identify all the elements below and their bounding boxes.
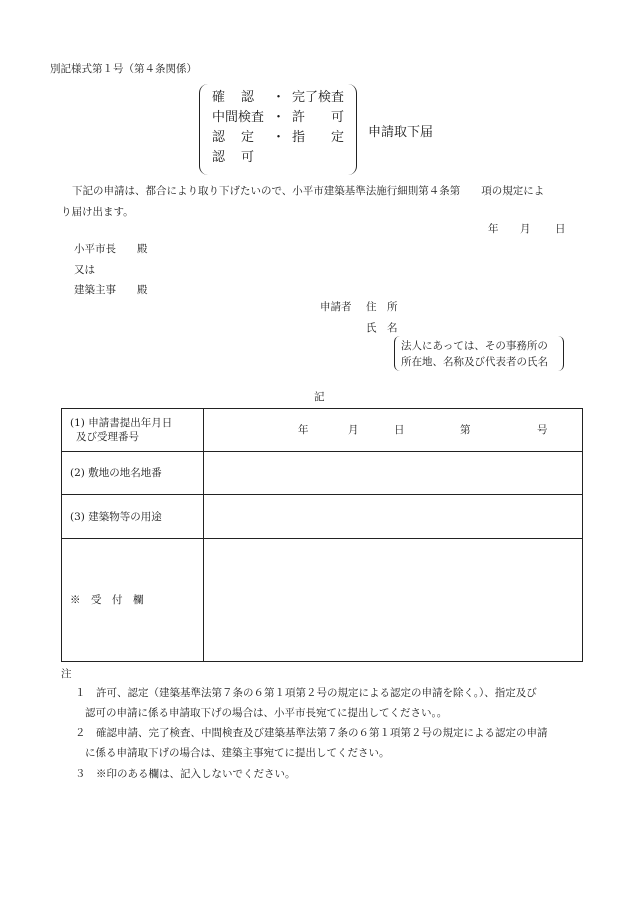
option-char: 検 xyxy=(238,110,252,125)
row3-label: (3) 建築物等の用途 xyxy=(62,495,204,539)
row4-value-cell xyxy=(204,539,583,662)
option-ninka xyxy=(212,149,254,167)
option-char: 査 xyxy=(251,110,265,125)
note-2-line-2: に係る申請取下げの場合は、建築主事宛てに提出してください。 xyxy=(85,747,390,759)
option-char: 認 xyxy=(212,150,226,165)
corp-note-line-2: 所在地、名称及び代表者の氏名 xyxy=(401,356,548,368)
form-number: 別記様式第１号（第４条関係） xyxy=(50,63,197,75)
intro-line-2: り届け出ます。 xyxy=(61,206,134,218)
option-char: 査 xyxy=(331,90,345,105)
row1-label xyxy=(62,409,204,452)
option-char: 認 xyxy=(212,130,226,145)
row1-label-line-1: (1) 申請書提出年月日 xyxy=(70,417,173,429)
date-month-label: 月 xyxy=(520,223,531,235)
note-1-line-1: 許可、認定（建築基準法第７条の６第１項第２号の規定による認定の申請を除く。）、指定及び xyxy=(96,687,537,699)
table-row xyxy=(62,539,583,662)
row1-year: 年 xyxy=(298,424,309,436)
row4-label: ※ 受 付 欄 xyxy=(62,539,204,662)
ki-heading: 記 xyxy=(314,391,325,403)
option-dot: ・ xyxy=(272,110,286,125)
form-title: 申請取下届 xyxy=(368,125,434,140)
row2-value-cell[interactable] xyxy=(204,452,583,495)
option-dot: ・ xyxy=(272,130,286,145)
note-3-line-1: ※印のある欄は、記入しないでください。 xyxy=(96,768,296,780)
intro-line-1: 下記の申請は、都合により取り下げたいので、小平市建築基準法施行細則第４条第 項の規定によ xyxy=(72,185,545,197)
option-char: 間 xyxy=(225,110,239,125)
note-3-number: ３ xyxy=(75,768,86,780)
note-1-line-2: 認可の申請に係る申請取下げの場合は、小平市長宛てに提出してください。。 xyxy=(85,707,448,719)
option-shitei xyxy=(292,129,344,147)
date-year-label: 年 xyxy=(488,223,499,235)
table-row xyxy=(62,452,583,495)
row2-label: (2) 敷地の地名地番 xyxy=(62,452,204,495)
row1-day: 日 xyxy=(394,424,405,436)
option-char: 了 xyxy=(305,90,319,105)
option-chukan-kensa xyxy=(212,109,264,127)
row1-value-cell[interactable] xyxy=(204,409,583,452)
option-char: 確 xyxy=(212,90,226,105)
table-row xyxy=(62,495,583,539)
row1-go: 号 xyxy=(537,424,548,436)
option-kanryo-kensa xyxy=(292,89,344,107)
row3-value-cell[interactable] xyxy=(204,495,583,539)
note-2-line-1: 確認申請、完了検査、中間検査及び建築基準法第７条の６第１項第２号の規定による認定の申請 xyxy=(96,727,548,739)
date-day-label: 日 xyxy=(555,223,566,235)
note-1-number: １ xyxy=(75,687,86,699)
notes-heading: 注 xyxy=(61,668,72,680)
option-char: 定 xyxy=(330,130,344,145)
row1-dai: 第 xyxy=(460,424,471,436)
option-char: 完 xyxy=(292,90,306,105)
addressee-or: 又は xyxy=(74,264,95,276)
option-char: 指 xyxy=(292,130,306,145)
table-row xyxy=(62,409,583,452)
option-kyoka xyxy=(292,109,344,127)
details-table xyxy=(61,408,583,662)
row1-label-line-2: 及び受理番号 xyxy=(76,431,139,443)
option-char: 中 xyxy=(212,110,226,125)
applicant-address-label: 住 所 xyxy=(366,301,398,313)
option-kakunin xyxy=(212,89,254,107)
option-char: 検 xyxy=(318,90,332,105)
option-char: 定 xyxy=(240,130,254,145)
note-2-number: ２ xyxy=(75,727,86,739)
option-char: 可 xyxy=(240,150,254,165)
option-char: 許 xyxy=(292,110,306,125)
row1-month: 月 xyxy=(348,424,359,436)
applicant-name-label: 氏 名 xyxy=(366,322,398,334)
option-dot: ・ xyxy=(272,90,286,105)
option-char: 可 xyxy=(330,110,344,125)
corp-note-line-1: 法人にあっては、その事務所の xyxy=(401,340,548,352)
addressee-mayor: 小平市長 殿 xyxy=(74,243,148,255)
applicant-label: 申請者 xyxy=(320,301,352,313)
option-char: 認 xyxy=(240,90,254,105)
option-nintei xyxy=(212,129,254,147)
addressee-official: 建築主事 殿 xyxy=(74,284,148,296)
